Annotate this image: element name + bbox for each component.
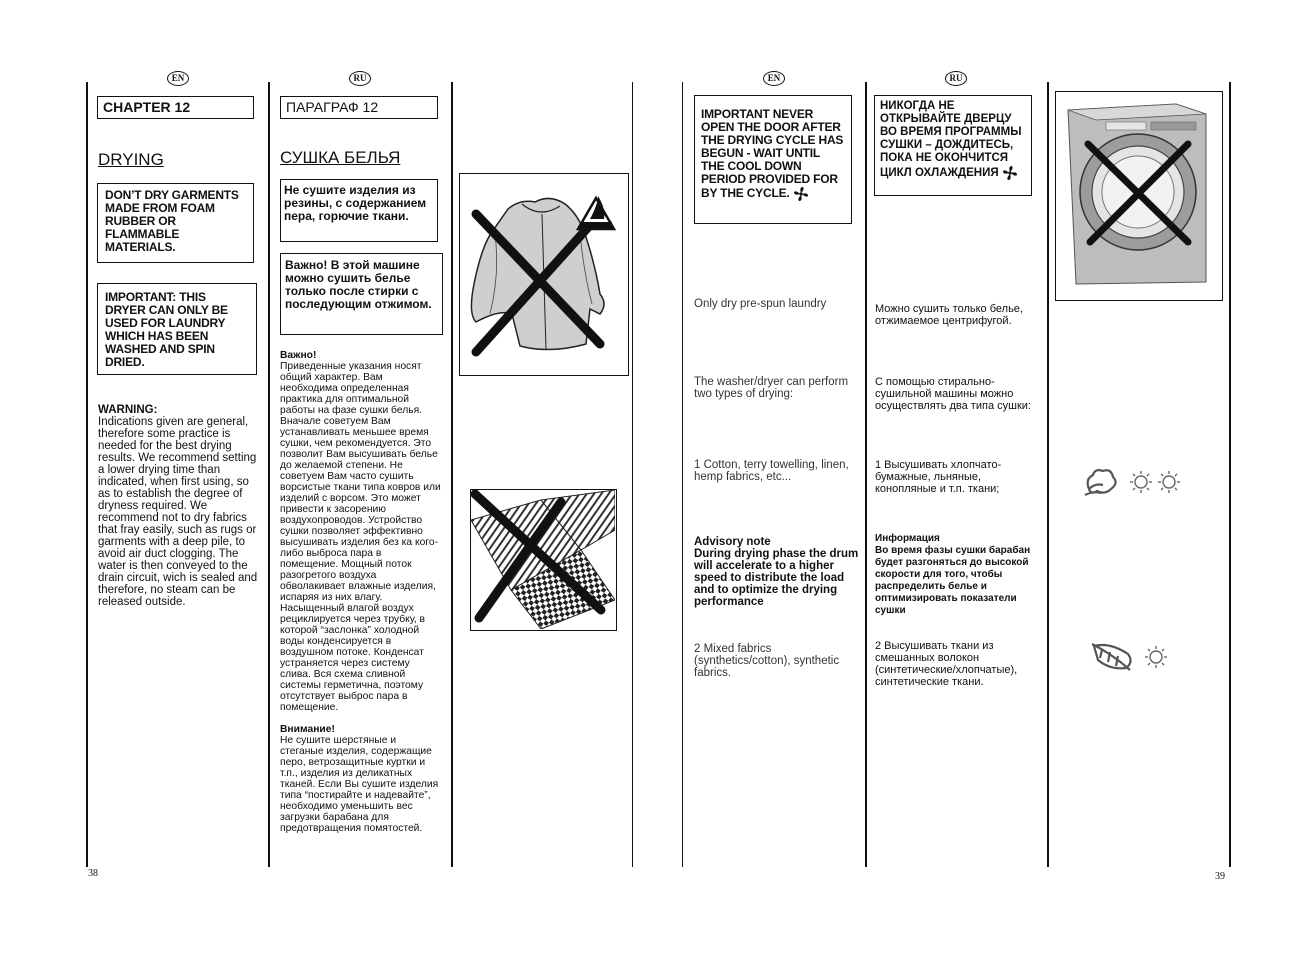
column-rule	[865, 82, 867, 867]
column-rule	[86, 82, 88, 867]
ru-drying-type-1: 1 Высушивать хлопчато-бумажные, льняные, конопляные и т.п. ткани;	[875, 459, 1002, 495]
en-advisory-text: During drying phase the drum will accelerate to a higher speed to distribute the load and to optimize the drying performance	[694, 548, 859, 608]
flammable-warning-symbol	[578, 196, 614, 230]
fan-icon	[1002, 165, 1018, 181]
ru-important-text: Приведенные указания носят общий характер. Вам необходима определенная практика для оптимальной работы на фазе сушки белья. Вначале советуем Вам устанавливать меньшее время сушки, чем рекомендуется. Это позволит Вам высушивать белье до желаемой степени. Не советуем Вам часто сушить ворсистые ткани типа ковров или изделий с ворсом. Это может привести к засорению воздухопроводов. Устройство сушки позволяет эффективно высушивать изделия без ка кого-либо выброса пара в помещение. Мощный поток разогретого воздуха обволакивает влажные изделия, испаряя из них влагу. Насыщенный влагой воздух рециклируется через трубку, в которой “заслонка” холодной воды конденсируется в воздушном потоке. Конденсат устраняется через систему слива. Вся схема сливной системы герметична, поэтому отсутствует выброс пара в помещение.	[280, 361, 441, 713]
en-door-warning-box	[694, 95, 852, 224]
column-rule	[1229, 82, 1231, 867]
rug-illustration-frame	[470, 489, 617, 631]
ru-important-title: Важно!	[280, 350, 317, 361]
ru-advisory-text: Во время фазы сушки барабан будет разгоняться до высокой скорости для того, чтобы распределить белье и оптимизировать показатели сушки	[875, 545, 1031, 616]
cotton-boll-icon	[1085, 470, 1116, 495]
crossed-washer-door-illustration	[1056, 92, 1221, 299]
ru-pre-spun-note: Можно сушить только белье, отжимаемое центрифугой.	[875, 303, 1023, 327]
ru-language-badge: RU	[945, 71, 967, 86]
synthetic-symbols	[1090, 640, 1170, 674]
page-number-left: 38	[88, 868, 98, 879]
en-spin-dried-important-box: IMPORTANT: THIS DRYER CAN ONLY BE USED FOR LAUNDRY WHICH HAS BEEN WASHED AND SPIN DRIED.	[97, 283, 257, 375]
ru-chapter-title: ПАРАГРАФ 12	[280, 96, 438, 119]
ru-warning-title: Внимание!	[280, 724, 335, 735]
en-warning-title: WARNING:	[98, 404, 158, 416]
column-rule	[1047, 82, 1049, 867]
ru-warning-text: Не сушите шерстяные и стеганые изделия, содержащие перо, ветрозащитные куртки и т.п., изделия из деликатных тканей. Если Вы сушите изделия типа “постирайте и надевайте”, необходимо уменьшить вес загрузки барабана для предотвращения помятостей.	[280, 735, 439, 834]
ru-drying-types-intro: С помощью стирально-сушильной машины можно осуществлять два типа сушки:	[875, 376, 1031, 412]
en-advisory-title: Advisory note	[694, 536, 771, 548]
ru-drying-type-2: 2 Высушивать ткани из смешанных волокон (синтетические/хлопчатые), синтетические ткани.	[875, 640, 1018, 688]
en-drying-types-intro: The washer/dryer can perform two types of drying:	[694, 376, 849, 400]
column-rule	[451, 82, 453, 867]
en-language-badge: EN	[167, 71, 189, 86]
en-drying-type-2: 2 Mixed fabrics (synthetics/cotton), synthetic fabrics.	[694, 643, 840, 679]
crossed-rug-illustration	[471, 490, 615, 629]
ru-door-warning-text: НИКОГДА НЕ ОТКРЫВАЙТЕ ДВЕРЦУ ВО ВРЕМЯ ПРОГРАММЫ СУШКИ – ДОЖДИТЕСЬ, ПОКА НЕ ОКОНЧИТСЯ ЦИКЛ ОХЛАЖДЕНИЯ	[880, 100, 1022, 180]
en-pre-spun-note: Only dry pre-spun laundry	[694, 298, 827, 310]
en-advisory-note	[694, 536, 859, 608]
washer-illustration-frame	[1055, 91, 1223, 301]
feather-icon	[1092, 644, 1131, 670]
en-foam-rubber-warning-box: DON’T DRY GARMENTS MADE FROM FOAM RUBBER OR FLAMMABLE MATERIALS.	[97, 183, 254, 263]
en-chapter-title: CHAPTER 12	[97, 96, 254, 119]
ru-section-heading: СУШКА БЕЛЬЯ	[280, 148, 401, 167]
column-rule	[682, 82, 683, 867]
column-rule	[268, 82, 270, 867]
crossed-jacket-illustration	[460, 174, 627, 374]
ru-door-warning-box	[874, 95, 1032, 196]
jacket-illustration-frame	[459, 173, 629, 376]
en-section-heading: DRYING	[98, 150, 164, 169]
ru-spin-dried-important-box: Важно! В этой машине можно сушить белье только после стирки с последующим отжимом.	[280, 253, 443, 335]
en-language-badge: EN	[763, 71, 785, 86]
ru-advisory-title: Информация	[875, 533, 940, 544]
cotton-symbols	[1083, 465, 1193, 499]
ru-foam-rubber-warning-box: Не сушите изделия из резины, с содержанием пера, горючие ткани.	[280, 179, 438, 242]
column-rule	[632, 82, 633, 867]
en-door-warning-text: IMPORTANT NEVER OPEN THE DOOR AFTER THE DRYING CYCLE HAS BEGUN - WAIT UNTIL THE COOL DOWN PERIOD PROVIDED FOR BY THE CYCLE.	[701, 107, 844, 201]
ru-advisory-note	[875, 533, 1035, 617]
fan-icon	[793, 186, 809, 202]
sun-icon	[1145, 646, 1167, 668]
sun-icon	[1130, 471, 1152, 493]
page-number-right: 39	[1215, 871, 1225, 882]
ru-important-section	[280, 350, 442, 834]
en-warning-text: Indications given are general, therefore some practice is needed for the best drying results. We recommend setting a lower drying time than indicated, when first using, so as to establish the degree of dryness required. We recommend not to dry fabrics that fray easily, such as rugs or garments with a deep pile, to avoid air duct clogging. The water is then conveyed to the drain circuit, wich is sealed and therefore, no steam can be released outside.	[98, 416, 258, 608]
en-warning-section	[98, 404, 258, 608]
ru-language-badge: RU	[349, 71, 371, 86]
en-drying-type-1: 1 Cotton, terry towelling, linen, hemp fabrics, etc...	[694, 459, 849, 483]
sun-icon	[1158, 471, 1180, 493]
